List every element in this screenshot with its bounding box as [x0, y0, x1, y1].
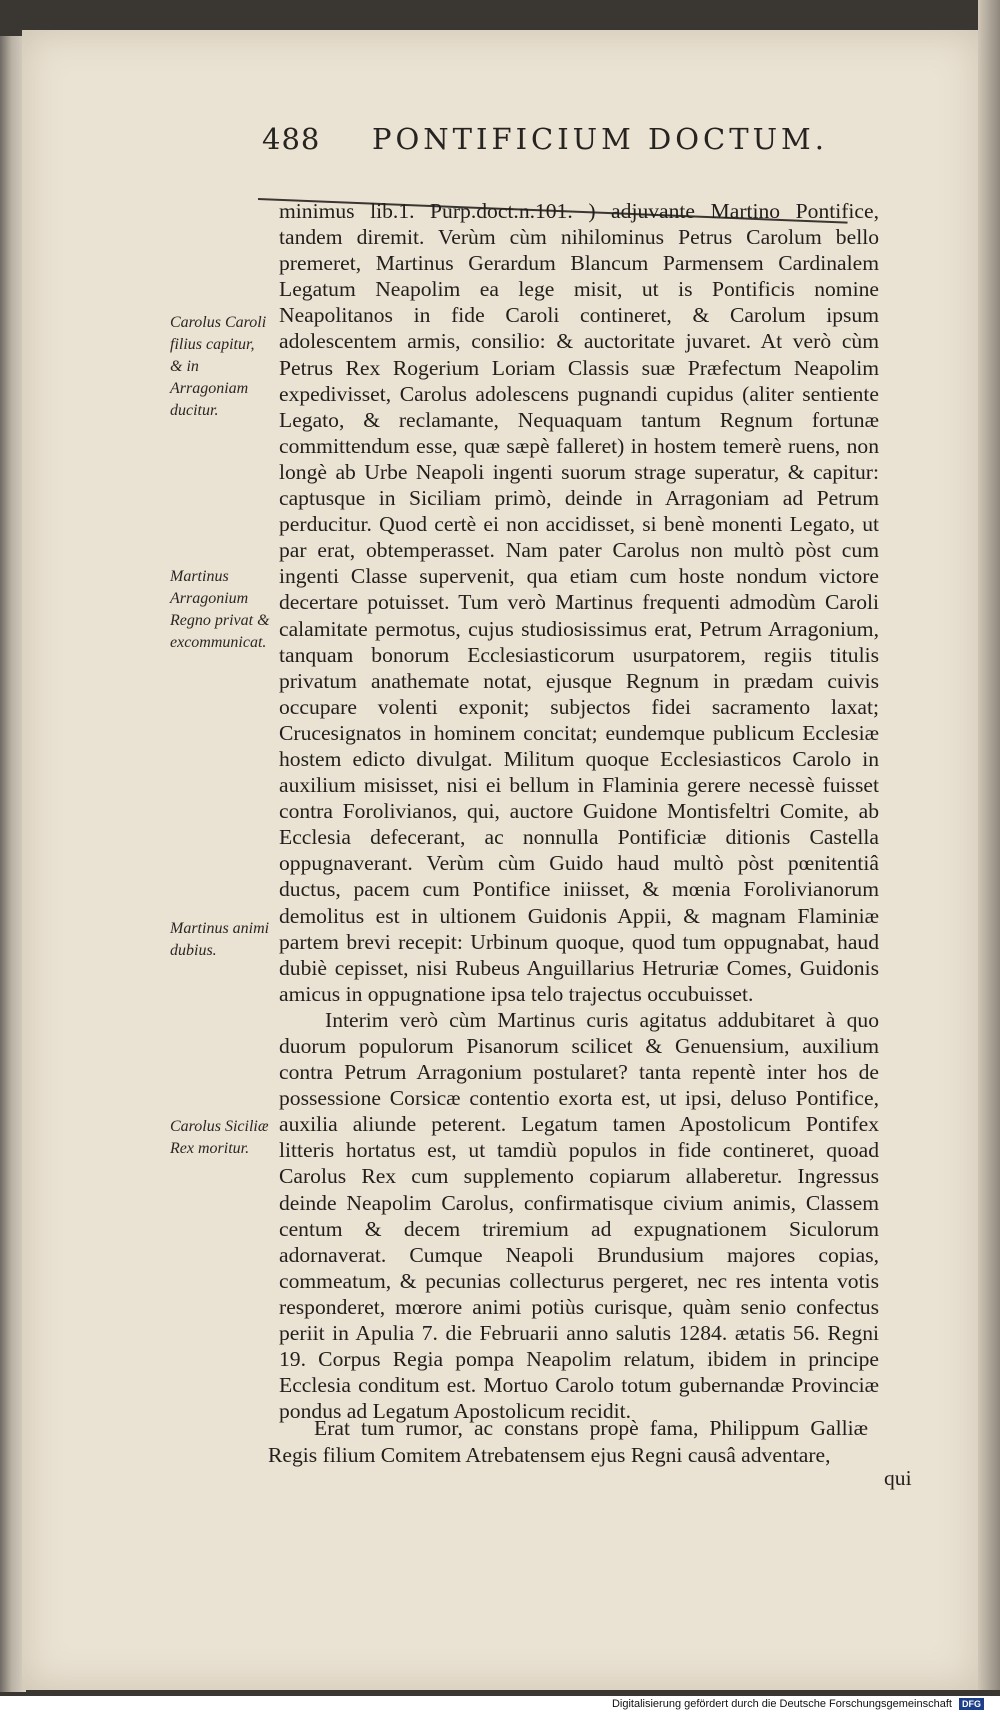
- paragraph-3: Erat tum rumor, ac constans propè fama, Philippum Galliæ Regis filium Comitem Atrebatensem ejus Regni causâ adventare,: [268, 1416, 868, 1467]
- page-number: 488: [262, 122, 321, 156]
- footer-credit: [612, 1698, 984, 1710]
- margin-note-3: Martinus animi dubius.: [170, 920, 270, 959]
- dfg-logo-icon: DFG: [959, 1698, 984, 1710]
- catchword: qui: [884, 1466, 912, 1490]
- footer-bar: [0, 1696, 1000, 1718]
- margin-note-2: Martinus Arragonium Regno privat & excommunicat.: [170, 568, 270, 651]
- running-title: PONTIFICIUM DOCTUM.: [372, 122, 828, 156]
- footer-credit-text: Digitalisierung gefördert durch die Deutsche Forschungsgemeinschaft: [611, 1698, 952, 1710]
- main-text-block: [279, 198, 879, 1424]
- book-fore-edge: [978, 0, 1000, 1690]
- paragraph-1: minimus lib.1. Purp.doct.n.101. ) adjuvante Martino Pontifice, tandem diremit. Verùm cùm nihilominus Petrus Carolum bello premeret, Martinus Gerardum Blancum Parmensem Cardinalem Legatum Neapolim ea lege misit, ut is Pontificis nomine Neapolitanos in fide Caroli contineret, & Carolum ipsum adolescentem armis, consilio: & auctoritate juvaret. At verò cùm Petrus Rex Rogerium Loriam Classis suæ Præfectum Neapolim expedivisset, Carolus adolescens pugnandi cupidus (aliter sentiente Legato, & reclamante, Nequaquam tantum Regnum fortunæ committendum esse, quæ sæpè falleret) in hostem temerè ruens, non longè ab Urbe Neapoli ingenti suorum strage superatur, & capitur: captusque in Siciliam primò, deinde in Arragoniam ad Petrum perducitur. Quod certè ei non accidisset, si benè monenti Legato, ut par erat, obtemperasset. Nam pater Carolus non multò pòst cum ingenti Classe supervenit, qua etiam cum hoste nondum victore decertare potuisset. Tum verò Martinus frequenti admodùm Caroli calamitate permotus, cujus studiosissimus erat, Petrum Arragonium, tanquam bonorum Ecclesiasticorum usurpatorem, regiis titulis privatum anathemate notat, ejusque Regnum in prædam cuivis occupare volenti exponit; subjectos fidei sacramento laxat; Crucesignatos in hominem concitat; eundemque publicum Ecclesiæ hostem edicto divulgat. Militum quoque Ecclesiasticos Carolo in auxilium misisset, nisi ei bellum in Flaminia gerere necessè fuisset contra Forolivianos, qui, auctore Guidone Montisfeltri Comite, ab Ecclesia defecerant, ac nonnulla Pontificiæ ditionis Castella oppugnaverant. Verùm cùm Guido haud multò pòst pœnitentiâ ductus, pacem cum Pontifice iniisset, & mœnia Forolivianorum demolitus est in ultionem Guidonis Appii, & magnam Flaminiæ partem brevi recepit: Urbinum quoque, quod tum oppugnabat, haud dubiè cepisset, nisi Rubeus Anguillarius Hetruriæ Comes, Guidonis amicus in oppugnatione ipsa telo trajectus occubuisset.: [279, 199, 879, 1006]
- margin-note-4: Carolus Siciliæ Rex moritur.: [170, 1118, 269, 1157]
- margin-note-1: Carolus Caroli filius capitur, & in Arragoniam ducitur.: [170, 314, 267, 419]
- paragraph-2: Interim verò cùm Martinus curis agitatus addubitaret à quo duorum populorum Pisanorum scilicet & Genuensium, auxilium contra Petrum Arragonium postularet? tanta repentè inter hos de possessione Corsicæ contentio exorta est, ut ipsi, deluso Pontifice, auxilia aliunde peterent. Legatum tamen Apostolicum Pontifex litteris hortatus est, ut tamdiù populos in fide contineret, quoad Carolus Rex cum supplemento copiarum allaberetur. Ingressus deinde Neapolim Carolus, confirmatisque civium animis, Classem centum & decem triremium ad expugnationem Siculorum adornaverat. Cumque Neapoli Brundusium majores copias, commeatum, & pecunias collecturus pergeret, nec res intenta votis responderet, mœrore animi potiùs curisque, quàm senio confectus periit in Apulia 7. die Februarii anno salutis 1284. ætatis 56. Regni 19. Corpus Regia pompa Neapolim relatum, ibidem in principe Ecclesia conditum est. Mortuo Carolo totum gubernandæ Provinciæ pondus ad Legatum Apostolicum recidit.: [279, 1007, 879, 1424]
